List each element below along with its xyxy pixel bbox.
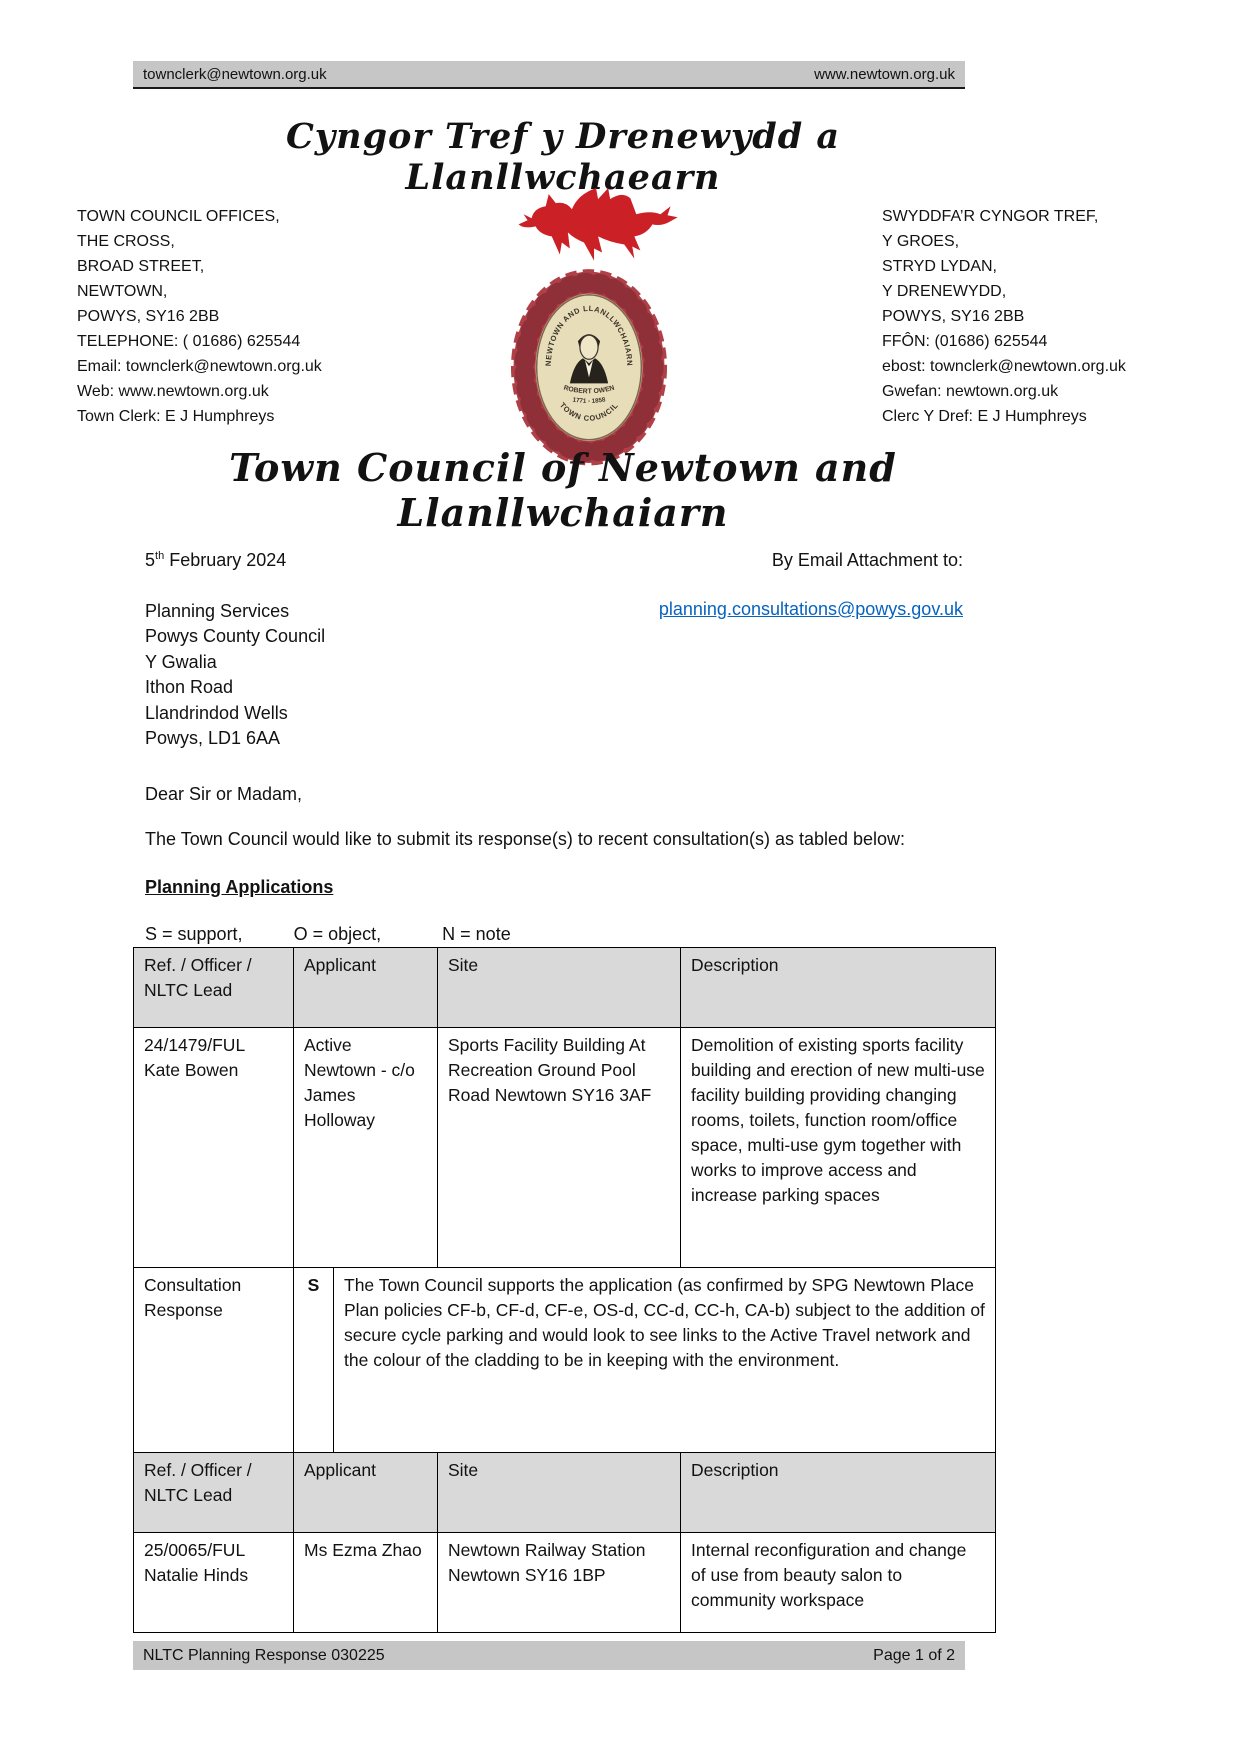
- response-code: S: [294, 1268, 334, 1453]
- consultation-text: The Town Council supports the application (as confirmed by SPG Newtown Place Plan policies CF-b, CF-d, CF-e, OS-d, CC-d, CC-h, CA-b) subject to the addition of secure cycle parking and would look to see links to the Active Travel network and the colour of the cladding to be in keeping with the environment.: [334, 1268, 996, 1453]
- officer-name: Natalie Hinds: [144, 1565, 249, 1585]
- cell-applicant: Active Newtown - c/o James Holloway: [294, 1028, 438, 1268]
- address-line: POWYS, SY16 2BB: [77, 308, 220, 325]
- cell-description: Demolition of existing sports facility building and erection of new multi-use facility building providing changing rooms, toilets, function room/office space, multi-use gym together with works to improve access and increase parking spaces: [681, 1028, 996, 1268]
- address-line: Email: townclerk@newtown.org.uk: [77, 358, 322, 375]
- footer-bar: [133, 1641, 965, 1670]
- header-ref: Ref. / Officer / NLTC Lead: [134, 1453, 294, 1533]
- address-line: TELEPHONE: ( 01686) 625544: [77, 333, 301, 350]
- seal-bottom-text: TOWN COUNCIL: [557, 400, 621, 423]
- recipient-line: Llandrindod Wells: [145, 702, 288, 723]
- address-line: THE CROSS,: [77, 233, 175, 250]
- seal-years-text: 1771 - 1858: [572, 396, 606, 405]
- address-line: Web: www.newtown.org.uk: [77, 383, 269, 400]
- recipient-line: Powys County Council: [145, 626, 326, 647]
- address-line: STRYD LYDAN,: [882, 258, 997, 275]
- ref-number: 24/1479/FUL: [144, 1035, 246, 1055]
- seal-name-text: ROBERT OWEN: [562, 384, 616, 396]
- header-applicant: Applicant: [294, 948, 438, 1028]
- table-row: [134, 1533, 996, 1633]
- header-description: Description: [681, 1453, 996, 1533]
- welsh-dragon-icon: [519, 188, 678, 260]
- cell-site: Newtown Railway Station Newtown SY16 1BP: [438, 1533, 681, 1633]
- seal-top-text: NEWTOWN AND LLANLLWCHAIARN: [543, 303, 635, 367]
- address-line: FFÔN: (01686) 625544: [882, 333, 1048, 350]
- recipient-line: Planning Services: [145, 601, 290, 621]
- address-line: Y GROES,: [882, 233, 960, 250]
- header-description: Description: [681, 948, 996, 1028]
- recipient-line: Powys, LD1 6AA: [145, 728, 281, 749]
- key-support: S = support,: [145, 924, 243, 944]
- address-block-english: [77, 204, 322, 429]
- planning-table: [133, 947, 996, 1633]
- address-line: Clerc Y Dref: E J Humphreys: [882, 408, 1087, 425]
- council-seal: [514, 273, 663, 462]
- welsh-title: Cyngor Tref y Drenewydd a Llanllwchaearn: [285, 116, 841, 198]
- cell-site: Sports Facility Building At Recreation Ground Pool Road Newtown SY16 3AF: [438, 1028, 681, 1268]
- ref-number: 25/0065/FUL: [144, 1540, 246, 1560]
- letter-date: 5th February 2024: [145, 550, 287, 570]
- address-line: BROAD STREET,: [77, 258, 205, 275]
- top-bar-website: www.newtown.org.uk: [814, 65, 955, 83]
- header-site: Site: [438, 948, 681, 1028]
- address-line: NEWTOWN,: [77, 283, 168, 300]
- address-line: Town Clerk: E J Humphreys: [77, 408, 275, 425]
- cell-ref: [134, 1028, 294, 1268]
- recipient-line: Ithon Road: [145, 677, 234, 698]
- consultation-label: Consultation Response: [134, 1268, 294, 1453]
- cell-applicant: Ms Ezma Zhao: [294, 1533, 438, 1633]
- planning-email-link[interactable]: planning.consultations@powys.gov.uk: [658, 599, 963, 619]
- intro-paragraph: The Town Council would like to submit its response(s) to recent consultation(s) as tabled below:: [145, 829, 906, 849]
- footer-doc-ref: NLTC Planning Response 030225: [143, 1646, 385, 1664]
- address-line: POWYS, SY16 2BB: [882, 308, 1025, 325]
- header-site: Site: [438, 1453, 681, 1533]
- council-logo: [478, 176, 700, 468]
- address-line: SWYDDFA’R CYNGOR TREF,: [882, 208, 1099, 225]
- top-bar-email: townclerk@newtown.org.uk: [143, 65, 327, 83]
- top-contact-bar: [133, 61, 965, 89]
- address-block-welsh: [882, 204, 1126, 429]
- salutation: Dear Sir or Madam,: [145, 784, 303, 804]
- section-heading: Planning Applications: [145, 877, 334, 897]
- address-line: TOWN COUNCIL OFFICES,: [77, 208, 280, 225]
- recipient-line: Y Gwalia: [145, 651, 217, 672]
- address-line: Y DRENEWYDD,: [882, 283, 1007, 300]
- consultation-response-row: [134, 1268, 996, 1453]
- table-header-row: [134, 948, 996, 1028]
- header-ref: Ref. / Officer / NLTC Lead: [134, 948, 294, 1028]
- header-applicant: Applicant: [294, 1453, 438, 1533]
- key-object: O = object,: [293, 924, 382, 944]
- address-line: Gwefan: newtown.org.uk: [882, 383, 1059, 400]
- cell-description: Internal reconfiguration and change of use from beauty salon to community workspace: [681, 1533, 996, 1633]
- recipient-address: [145, 599, 325, 751]
- cell-ref: [134, 1533, 294, 1633]
- table-row: [134, 1028, 996, 1268]
- by-email-label: By Email Attachment to:: [771, 550, 963, 570]
- officer-name: Kate Bowen: [144, 1060, 239, 1080]
- key-note: N = note: [442, 924, 511, 944]
- english-title: Town Council of Newtown and Llanllwchaiarn: [229, 445, 897, 535]
- address-line: ebost: townclerk@newtown.org.uk: [882, 358, 1126, 375]
- response-key: [145, 924, 511, 945]
- footer-page-number: Page 1 of 2: [873, 1646, 955, 1664]
- table-header-row: [134, 1453, 996, 1533]
